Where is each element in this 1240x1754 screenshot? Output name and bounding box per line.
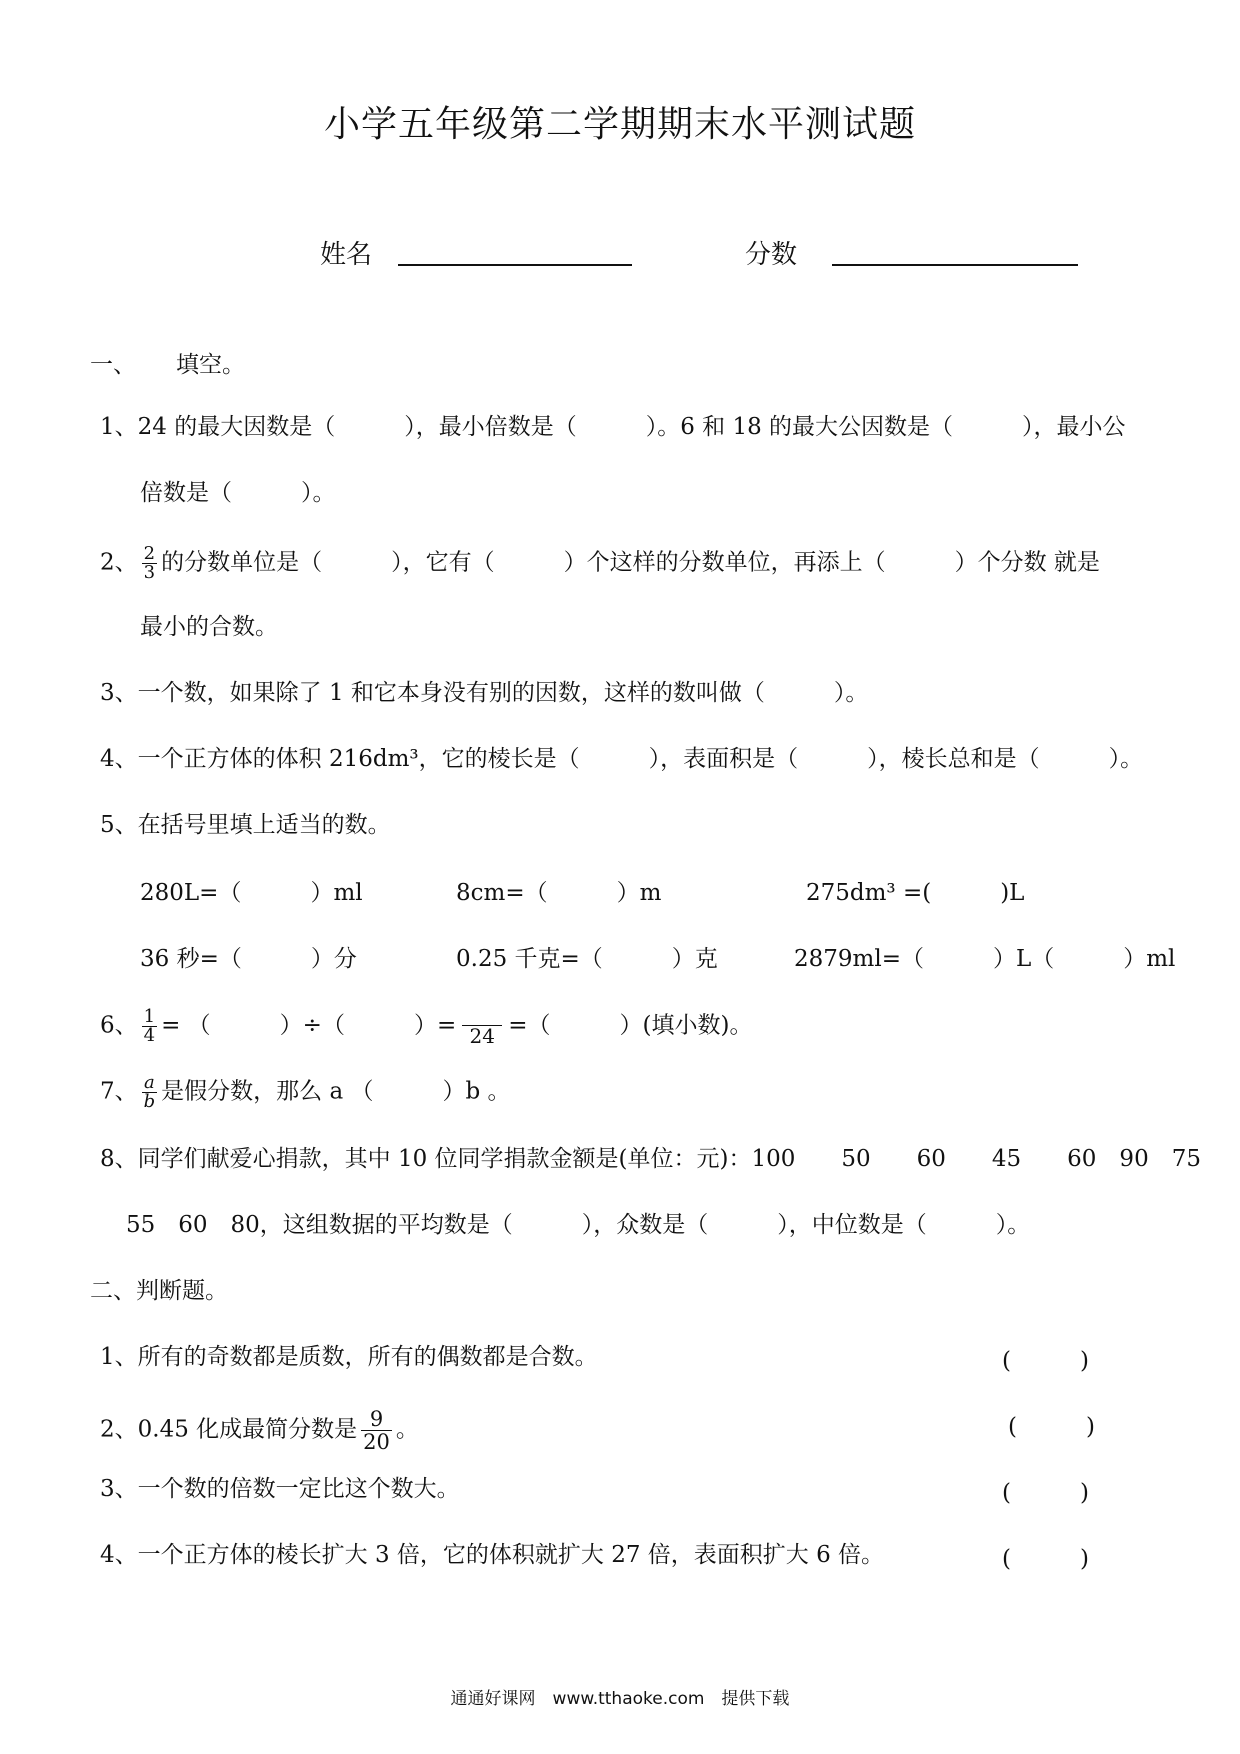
frac-den: 4 <box>143 1025 156 1046</box>
q5-row1-item3: 275dm³ =( )L <box>806 880 1025 906</box>
fraction-nine-twentieths <box>361 1408 392 1453</box>
judge-item-4: 4、一个正方体的棱长扩大 3 倍，它的体积就扩大 27 倍，表面积扩大 6 倍。 <box>100 1542 885 1568</box>
q6-prefix: 6、 <box>100 1012 138 1039</box>
frac-den: 20 <box>363 1430 390 1454</box>
q7 <box>100 1074 511 1111</box>
judge-item-1: 1、所有的奇数都是质数，所有的偶数都是合数。 <box>100 1344 598 1370</box>
judge-item-2 <box>100 1408 419 1453</box>
judge-answer-paren-4[interactable]: ( ) <box>1002 1546 1089 1572</box>
q5-row1-item1: 280L=（ ）ml <box>140 880 363 906</box>
q7-prefix: 7、 <box>100 1078 138 1105</box>
frac-den: b <box>143 1091 156 1112</box>
q5: 5、在括号里填上适当的数。 <box>100 812 391 838</box>
q5-row2-item3: 2879ml=（ ）L（ ）ml <box>794 946 1176 972</box>
q2-text: 的分数单位是（ ），它有（ ）个这样的分数单位，再添上（ ）个分数 就是 <box>161 549 1100 576</box>
judge-item-3: 3、一个数的倍数一定比这个数大。 <box>100 1476 460 1502</box>
q5-row2-item2: 0.25 千克=（ ）克 <box>456 946 718 972</box>
q7-rest: 是假分数，那么 a （ ）b 。 <box>161 1078 511 1105</box>
judge-answer-paren-1[interactable]: ( ) <box>1002 1348 1089 1374</box>
q4: 4、一个正方体的体积 216dm³，它的棱长是（ ），表面积是（ ），棱长总和是（ ）。 <box>100 746 1144 772</box>
section1-number: 一、 <box>90 352 136 378</box>
name-blank-line[interactable] <box>398 264 632 266</box>
judge-item-2-post: 。 <box>395 1416 419 1443</box>
name-label: 姓名 <box>320 240 373 270</box>
score-blank-line[interactable] <box>832 264 1078 266</box>
fraction-a-over-b <box>142 1074 158 1111</box>
frac-num: 9 <box>369 1407 384 1431</box>
q6 <box>100 1007 752 1046</box>
q5-row2-item1: 36 秒=（ ）分 <box>140 946 357 972</box>
frac-num: 2 <box>143 543 156 564</box>
page-title: 小学五年级第二学期期末水平测试题 <box>323 104 916 145</box>
frac-den: 24 <box>469 1024 495 1048</box>
q6-rest: =（ ）(填小数)。 <box>508 1012 753 1039</box>
q2-line1 <box>100 545 1100 582</box>
judge-item-2-pre: 2、0.45 化成最简分数是 <box>100 1416 358 1443</box>
q3: 3、一个数，如果除了 1 和它本身没有别的因数，这样的数叫做（ ）。 <box>100 680 869 706</box>
q1-line1: 1、24 的最大因数是（ ），最小倍数是（ ）。6 和 18 的最大公因数是（ ），最小公 <box>100 414 1126 440</box>
blank-fraction <box>462 1007 502 1046</box>
judge-answer-paren-2[interactable]: ( ) <box>1008 1414 1095 1440</box>
judge-answer-paren-3[interactable]: ( ) <box>1002 1480 1089 1506</box>
footer-source: 通通好课网 www.tthaoke.com 提供下载 <box>450 1689 790 1709</box>
frac-den: 3 <box>143 562 156 583</box>
frac-num: a <box>144 1072 155 1093</box>
frac-num: 1 <box>143 1006 156 1027</box>
fraction-one-quarter <box>142 1008 157 1045</box>
section2-heading: 二、判断题。 <box>90 1278 228 1304</box>
q2-prefix: 2、 <box>100 549 138 576</box>
q1-line2: 倍数是（ ）。 <box>140 480 336 506</box>
section1-title: 填空。 <box>176 352 245 378</box>
fraction-two-thirds <box>142 545 157 582</box>
section1-heading <box>90 350 245 380</box>
q5-row1-item2: 8cm=（ ）m <box>456 880 662 906</box>
q6-mid: = （ ）÷（ ）= <box>161 1012 457 1039</box>
q2-line2: 最小的合数。 <box>140 614 278 640</box>
score-label: 分数 <box>745 240 798 270</box>
q8-line2: 55 60 80，这组数据的平均数是（ ），众数是（ ），中位数是（ ）。 <box>126 1212 1031 1238</box>
q8-line1: 8、同学们献爱心捐款，其中 10 位同学捐款金额是(单位：元)：100 50 60 45 60 90 75 <box>100 1146 1201 1172</box>
